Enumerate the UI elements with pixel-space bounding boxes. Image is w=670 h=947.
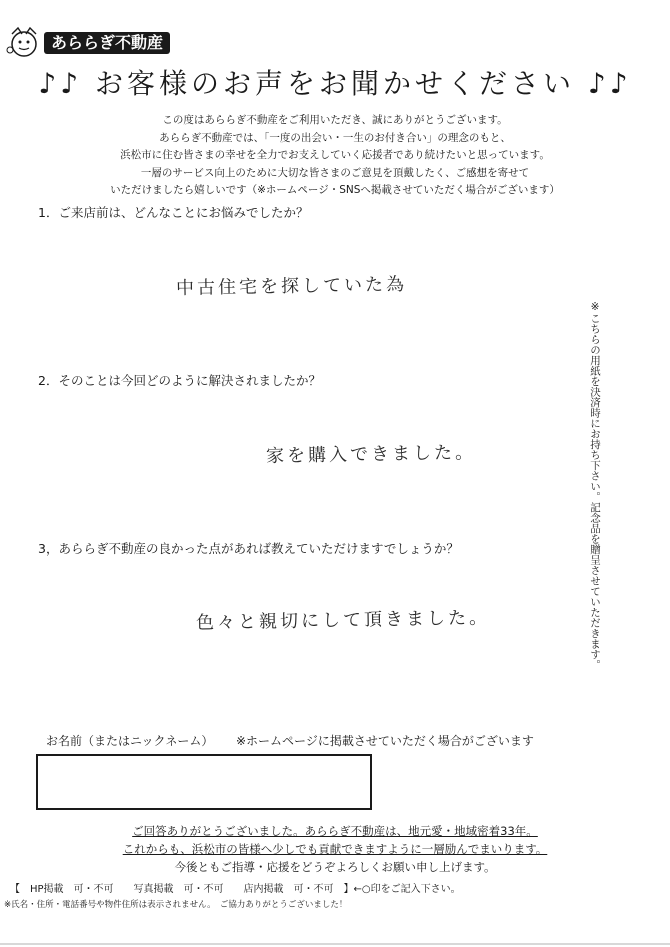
intro-line: いただけましたら嬉しいです（※ホームページ・SNSへ掲載させていただく場合がございます） (110, 184, 560, 196)
question-2-label: 2．そのことは今回どのように解決されましたか？ (38, 373, 321, 388)
side-note: ※こちらの用紙を決済時にお持ち下さい。記念品を贈呈させていただきます。 (589, 300, 601, 670)
intro-line: あららぎ不動産では、「一度の出会い・一生のお付き合い」の理念のもと、 (159, 131, 511, 144)
closing-line: 今後ともご指導・応援をどうぞよろしくお願い申し上げます。 (174, 860, 496, 874)
intro-paragraph (30, 112, 640, 200)
page-title: ♪♪ お客様のお声をお聞かせください ♪♪ (38, 67, 632, 100)
intro-line: 浜松市に住む皆さまの幸せを全力でお支えしていく応援者であり続けたいと思っています。 (120, 149, 550, 161)
name-label: お名前（またはニックネーム） (46, 734, 214, 748)
privacy-note: ※氏名・住所・電話番号や物件住所は表示されません。 ご協力ありがとうございました！ (4, 900, 348, 910)
question-2-answer: 家を購入できました。 (265, 442, 477, 467)
bottom-divider (0, 943, 670, 945)
question-3-answer: 色々と親切にして頂きました。 (195, 607, 491, 634)
question-1-label: 1．ご来店前は、どんなことにお悩みでしたか？ (38, 205, 309, 220)
question-3-label: 3，あららぎ不動産の良かった点があれば教えていただけますでしょうか？ (38, 541, 459, 556)
closing-line (30, 822, 640, 840)
mascot-logo-icon (4, 20, 44, 60)
consent-line[interactable]: 【 HP掲載 可・不可 写真掲載 可・不可 店内掲載 可・不可 】←○印をご記入下さい。 (10, 884, 461, 895)
name-input-box[interactable] (36, 754, 372, 810)
intro-line: 一層のサービス向上のために大切な皆さまのご意見を頂戴したく、ご感想を寄せて (140, 166, 530, 179)
closing-message (30, 822, 640, 876)
closing-line-text: これからも、浜松市の皆様へ少しでも貢献できますように一層励んでまいります。 (122, 842, 548, 856)
closing-line-text: ご回答ありがとうございました。あららぎ不動産は、地元愛・地域密着33年。 (132, 824, 538, 838)
name-note: ※ホームページに掲載させていただく場合がございます (236, 734, 534, 748)
question-1-answer: 中古住宅を探していた為 (175, 273, 408, 300)
intro-line: この度はあららぎ不動産をご利用いただき、誠にありがとうございます。 (162, 114, 508, 126)
closing-line (30, 840, 640, 858)
company-logo: あららぎ不動産 (44, 32, 170, 54)
